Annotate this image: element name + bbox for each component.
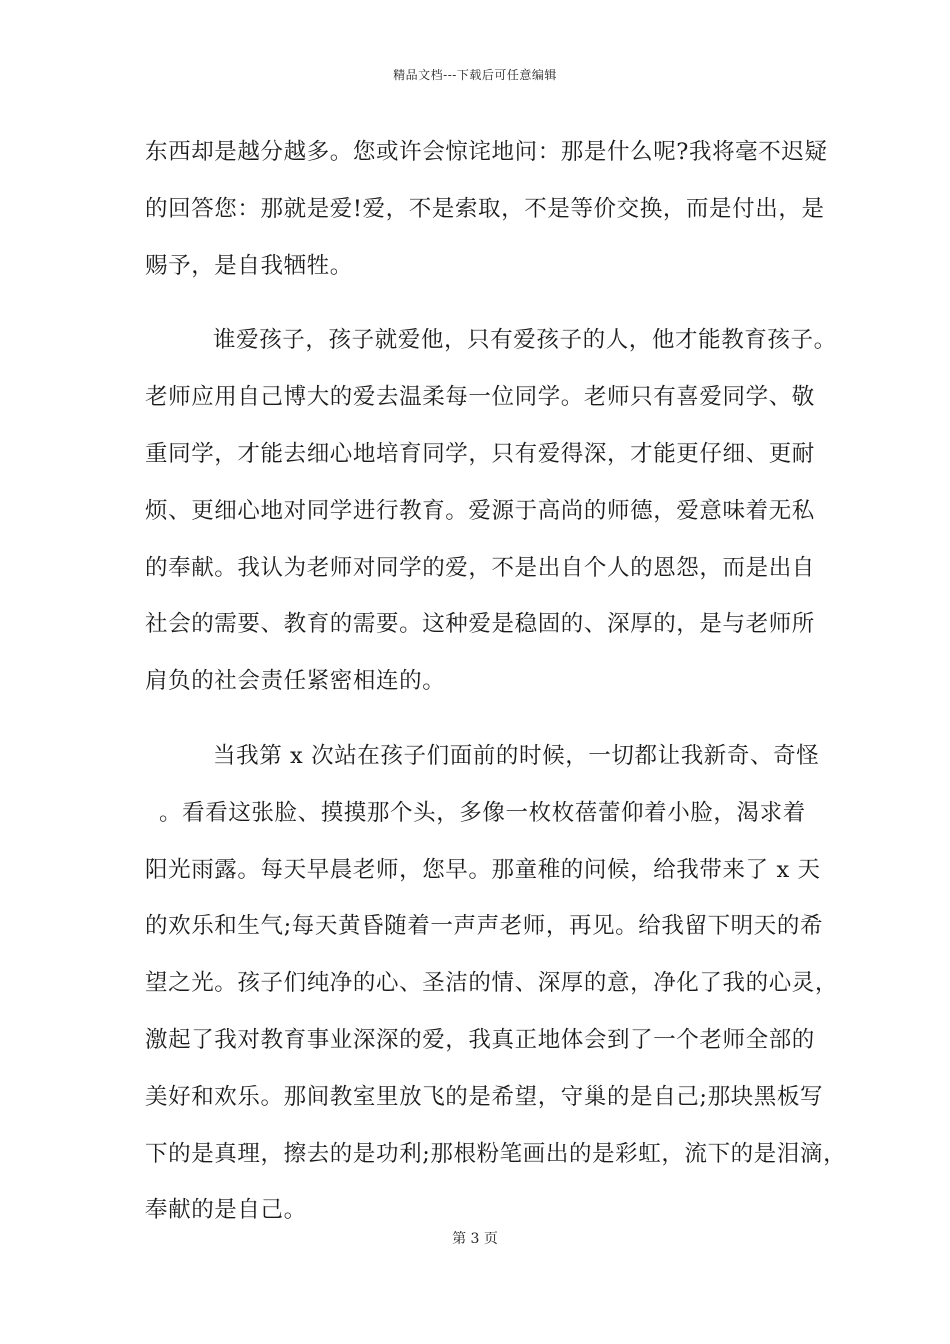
text-line: 。看看这张脸、摸摸那个头，多像一枚枚蓓蕾仰着小脸，渴求着 bbox=[159, 799, 806, 826]
text-line: 阳光雨露。每天早晨老师，您早。那童稚的问候，给我带来了 x 天 bbox=[145, 856, 821, 883]
text-line: 奉献的是自己。 bbox=[145, 1197, 307, 1224]
paragraph bbox=[145, 728, 847, 1239]
text-line: 的回答您：那就是爱!爱，不是索取，不是等价交换，而是付出，是 bbox=[145, 195, 825, 222]
text-line: 谁爱孩子，孩子就爱他，只有爱孩子的人，他才能教育孩子。 bbox=[213, 327, 837, 354]
text-line: 东西却是越分越多。您或许会惊诧地问：那是什么呢?我将毫不迟疑 bbox=[145, 139, 828, 165]
text-line: 重同学，才能去细心地培育同学，只有爱得深，才能更仔细、更耐 bbox=[145, 440, 815, 467]
text-line: 烦、更细心地对同学进行教育。爱源于高尚的师德，爱意味着无私 bbox=[145, 497, 815, 524]
text-line: 下的是真理，擦去的是功利;那根粉笔画出的是彩虹，流下的是泪滴， bbox=[145, 1140, 847, 1167]
paragraph bbox=[145, 124, 828, 294]
text-line: 的奉献。我认为老师对同学的爱，不是出自个人的恩怨，而是出自 bbox=[145, 554, 815, 581]
text-line: 肩负的社会责任紧密相连的。 bbox=[145, 668, 446, 695]
paragraph bbox=[145, 312, 837, 710]
text-line: 老师应用自己博大的爱去温柔每一位同学。老师只有喜爱同学、敬 bbox=[145, 384, 815, 411]
page-header: 精品文档---下载后可任意编辑 bbox=[393, 68, 557, 82]
text-line: 的欢乐和生气;每天黄昏随着一声声老师，再见。给我留下明天的希 bbox=[145, 913, 824, 940]
text-line: 激起了我对教育事业深深的爱，我真正地体会到了一个老师全部的 bbox=[145, 1026, 815, 1053]
text-line: 赐予，是自我牺牲。 bbox=[145, 252, 353, 279]
page-number: 第 3 页 bbox=[452, 1231, 498, 1247]
text-line: 望之光。孩子们纯净的心、圣洁的情、深厚的意，净化了我的心灵， bbox=[145, 970, 839, 997]
text-line: 美好和欢乐。那间教室里放飞的是希望，守巢的是自己;那块黑板写 bbox=[145, 1083, 824, 1110]
document-body bbox=[145, 124, 847, 1239]
text-line: 社会的需要、教育的需要。这种爱是稳固的、深厚的，是与老师所 bbox=[145, 611, 815, 638]
text-line: 当我第 x 次站在孩子们面前的时候，一切都让我新奇、奇怪 bbox=[213, 742, 820, 769]
